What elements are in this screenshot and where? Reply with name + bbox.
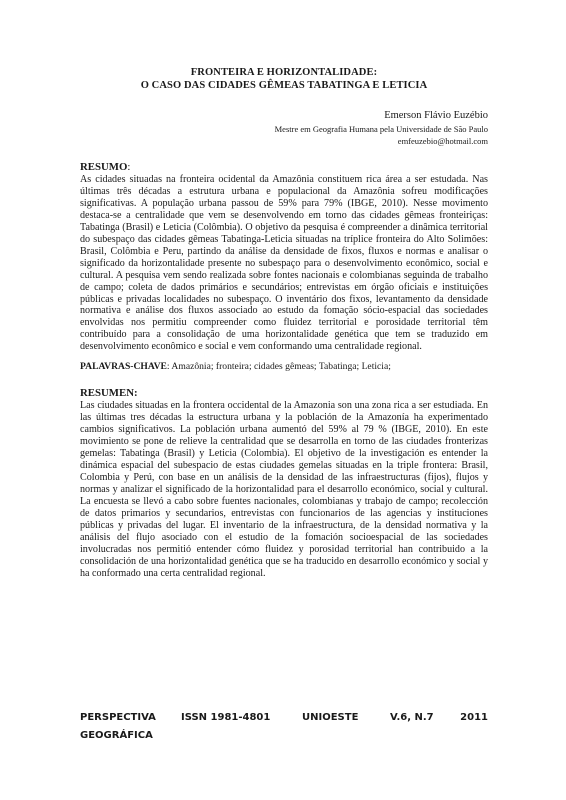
footer-row — [80, 712, 488, 728]
author-name: Emerson Flávio Euzébio — [384, 110, 488, 121]
journal-name-line-2: GEOGRÁFICA — [80, 730, 153, 741]
author-email: emfeuzebio@hotmail.com — [397, 135, 488, 146]
article-page — [80, 66, 488, 580]
keywords-text: : Amazônia; fronteira; cidades gêmeas; Tabatinga; Leticia; — [166, 361, 391, 373]
journal-name-line-1: PERSPECTIVA — [80, 712, 156, 723]
keywords-label: PALAVRAS-CHAVE — [80, 361, 167, 373]
author-block — [80, 109, 488, 147]
keywords — [80, 361, 488, 373]
journal-footer — [80, 712, 488, 741]
journal-issn: ISSN 1981-4801 — [181, 712, 271, 723]
article-title — [80, 66, 488, 92]
resumo-heading — [80, 161, 488, 174]
resumo-heading-label: RESUMO — [80, 161, 128, 173]
author-affiliation: Mestre em Geografia Humana pela Universidade de São Paulo — [274, 124, 488, 134]
resumen-heading: RESUMEN: — [80, 387, 138, 400]
journal-volume: V.6, N.7 — [390, 712, 434, 723]
journal-publisher: UNIOESTE — [302, 712, 359, 723]
resumo-text: As cidades situadas na fronteira ocidental da Amazônia constituem rica área a ser estudada. Nas últimas três décadas a estrutura urbana e populacional da Amazônia sofreu modificações significativas. A população urbana passou de 59% para 79% (IBGE, 2010). Nesse movimento destaca-se a centralidade que vem se desenvolvendo em torno das cidades gêmeas fronteiriças: Tabatinga (Brasil) e Leticia (Colômbia). O objetivo da pesquisa é compreender a dinâmica territorial do subespaço das cidades gêmeas Tabatinga-Leticia situadas na tríplice fronteira do Alto Solimões: Brasil, Colômbia e Peru, partindo da análise da densidade de fixos, fluxos e normas e analisar o significado da horizontalidade presente no subespaço para o desenvolvimento econômico, social e cultural. A pesquisa vem sendo realizada sobre fontes nacionais e colombianas seguinda de trabalho de campo; coleta de dados primários e secundários; entrevistas em órgão oficiais e instituições públicas e privadas localidades no subespaço. O inventário dos fixos, levantamento da densidade normativa e análise dos fluxos associado ao estudo da fomação sócio-espacial das sociedades envolvidas nos permitiu compreender como fluidez territorial e porosidade territorial têm contribuído para a consolidação de uma horizontalidade genética que tem se traduzido em desenvolvimento econômico e social e vem conformando uma centralidade regional. — [80, 174, 488, 353]
resumo-heading-colon: : — [127, 161, 131, 173]
title-line-1: FRONTEIRA E HORIZONTALIDADE: — [190, 67, 378, 78]
journal-year: 2011 — [460, 712, 488, 723]
resumen-text: Las ciudades situadas en la frontera occidental de la Amazonia son una zona rica a ser estudiada. En las últimas tres décadas la estructura urbana y la población de la Amazonía ha experimentado cambios significativos. La población urbana aumentó del 59% al 79 % (IBGE, 2010). En este movimiento se pone de relieve la centralidad que se desarrolla en torno de las ciudades fronterizas gemelas: Tabatinga (Brasil) y Leticia (Colombia). El objetivo de la investigación es entender la dinámica espacial del subespacio de estas ciudades gemelas situadas en la triple frontera: Brasil, Colombia y Perú, con base en un análisis de la densidad de las infraestructuras (fijos), flujos y normas y analizar el significado de la horizontalidad para el desarrollo económico, social y cultural. La encuesta se llevó a cabo sobre fuentes nacionales, colombianas y trabajo de campo; recolección de datos primarios y secundarios, entrevistas con funcionarios de las agencias y instituciones públicas y privadas del lugar. El inventario de la infraestructura, de la densidad normativa y la análisis del flujo asociado con el estudio de la fomación socioespacial de las sociedades involucradas nos permitió entender cómo fluidez y porosidad territorial han contribuido a la consolidación de una horizontalidad genética que se ha traducido en desarrollo económico y social y ha conformado una certa centralidad regional. — [80, 400, 488, 579]
title-line-2: O CASO DAS CIDADES GÊMEAS TABATINGA E LETICIA — [140, 80, 428, 91]
